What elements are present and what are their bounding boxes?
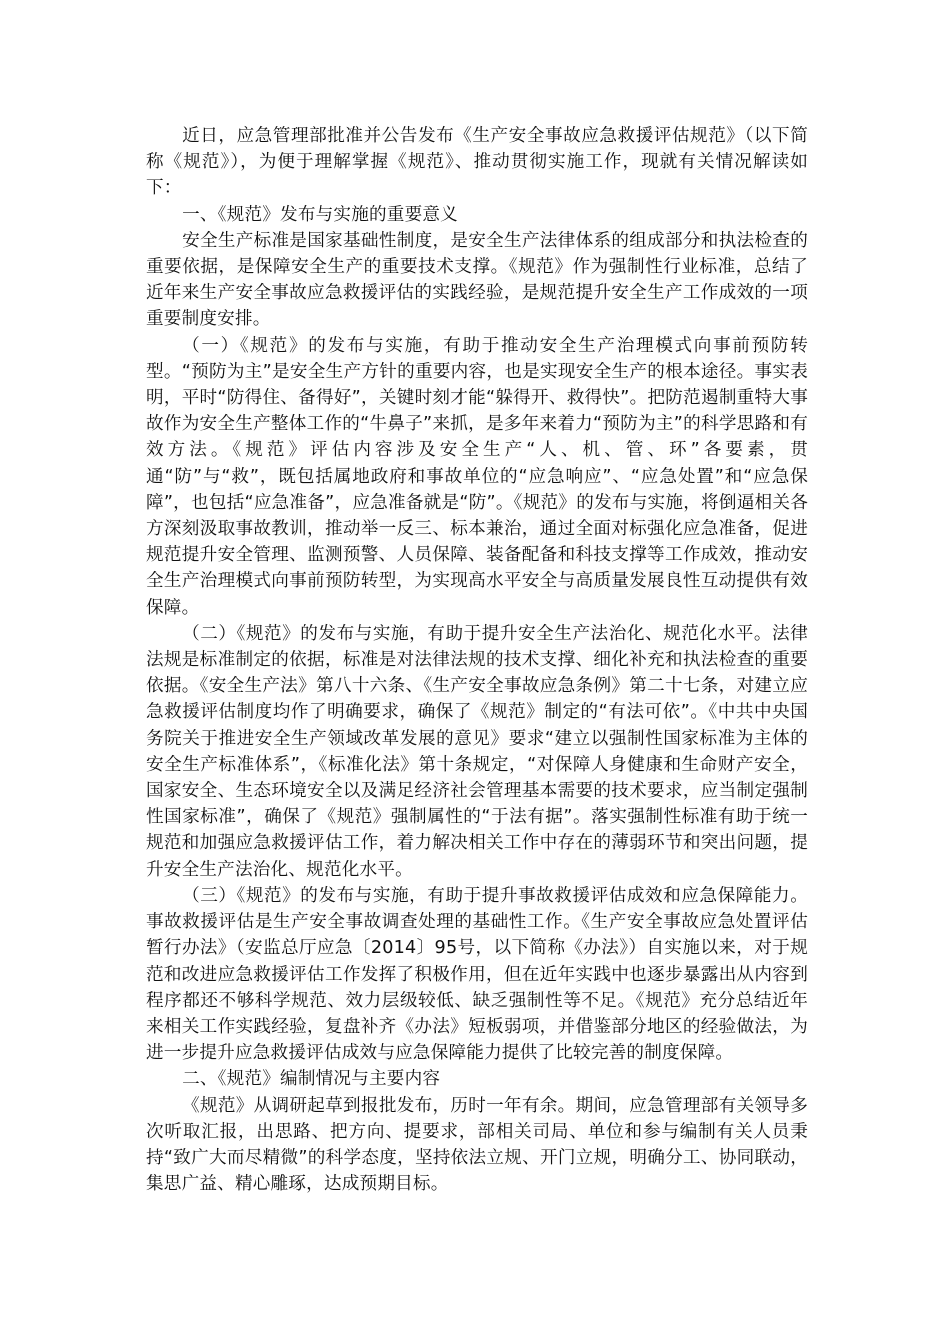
body-paragraph: （三）《规范》的发布与实施，有助于提升事故救援评估成效和应急保障能力。事故救援评估是生产安全事故调查处理的基础性工作。《生产安全事故应急处置评估暂行办法》（安监总厅应急〔2014〕95号，以下简称《办法》）自实施以来，对于规范和改进应急救援评估工作发挥了积极作用，但在近年实践中也逐步暴露出从内容到程序都还不够科学规范、效力层级较低、缺乏强制性等不足。《规范》充分总结近年来相关工作实践经验，复盘补齐《办法》短板弱项，并借鉴部分地区的经验做法，为进一步提升应急救援评估成效与应急保障能力提供了比较完善的制度保障。 <box>146 885 808 1064</box>
body-paragraph: （一）《规范》的发布与实施，有助于推动安全生产治理模式向事前预防转型。“预防为主”是安全生产方针的重要内容，也是实现安全生产的根本途径。事实表明，平时“防得住、备得好”，关键时刻才能“躲得开、救得快”。把防范遏制重特大事故作为安全生产整体工作的“牛鼻子”来抓，是多年来着力“预防为主”的科学思路和有效方法。《规范》评估内容涉及安全生产“人、机、管、环”各要素，贯通“防”与“救”，既包括属地政府和事故单位的“应急响应”、“应急处置”和“应急保障”，也包括“应急准备”，应急准备就是“防”。《规范》的发布与实施，将倒逼相关各方深刻汲取事故教训，推动举一反三、标本兼治，通过全面对标强化应急准备，促进规范提升安全管理、监测预警、人员保障、装备配备和科技支撑等工作成效，推动安全生产治理模式向事前预防转型，为实现高水平安全与高质量发展良性互动提供有效保障。 <box>146 335 808 618</box>
body-paragraph: （二）《规范》的发布与实施，有助于提升安全生产法治化、规范化水平。法律法规是标准制定的依据，标准是对法律法规的技术支撑、细化补充和执法检查的重要依据。《安全生产法》第八十六条、《生产安全事故应急条例》第二十七条，对建立应急救援评估制度均作了明确要求，确保了《规范》制定的“有法可依”。《中共中央国务院关于推进安全生产领域改革发展的意见》要求“建立以强制性国家标准为主体的安全生产标准体系”，《标准化法》第十条规定，“对保障人身健康和生命财产安全，国家安全、生态环境安全以及满足经济社会管理基本需要的技术要求，应当制定强制性国家标准”，确保了《规范》强制属性的“于法有据”。落实强制性标准有助于统一规范和加强应急救援评估工作，着力解决相关工作中存在的薄弱环节和突出问题，提升安全生产法治化、规范化水平。 <box>146 623 808 880</box>
body-paragraph: 《规范》从调研起草到报批发布，历时一年有余。期间，应急管理部有关领导多次听取汇报，出思路、把方向、提要求，部相关司局、单位和参与编制有关人员秉持“致广大而尽精微”的科学态度，坚持依法立规、开门立规，明确分工、协同联动，集思广益、精心雕琢，达成预期目标。 <box>146 1095 808 1195</box>
document-body <box>146 123 808 1197</box>
section-heading-2: 二、《规范》编制情况与主要内容 <box>182 1069 441 1090</box>
body-paragraph: 安全生产标准是国家基础性制度，是安全生产法律体系的组成部分和执法检查的重要依据，是保障安全生产的重要技术支撑。《规范》作为强制性行业标准，总结了近年来生产安全事故应急救援评估的实践经验，是规范提升安全生产工作成效的一项重要制度安排。 <box>146 230 808 330</box>
intro-paragraph: 近日，应急管理部批准并公告发布《生产安全事故应急救援评估规范》（以下简称《规范》），为便于理解掌握《规范》、推动贯彻实施工作，现就有关情况解读如下： <box>146 126 808 199</box>
section-heading-1: 一、《规范》发布与实施的重要意义 <box>182 204 458 225</box>
